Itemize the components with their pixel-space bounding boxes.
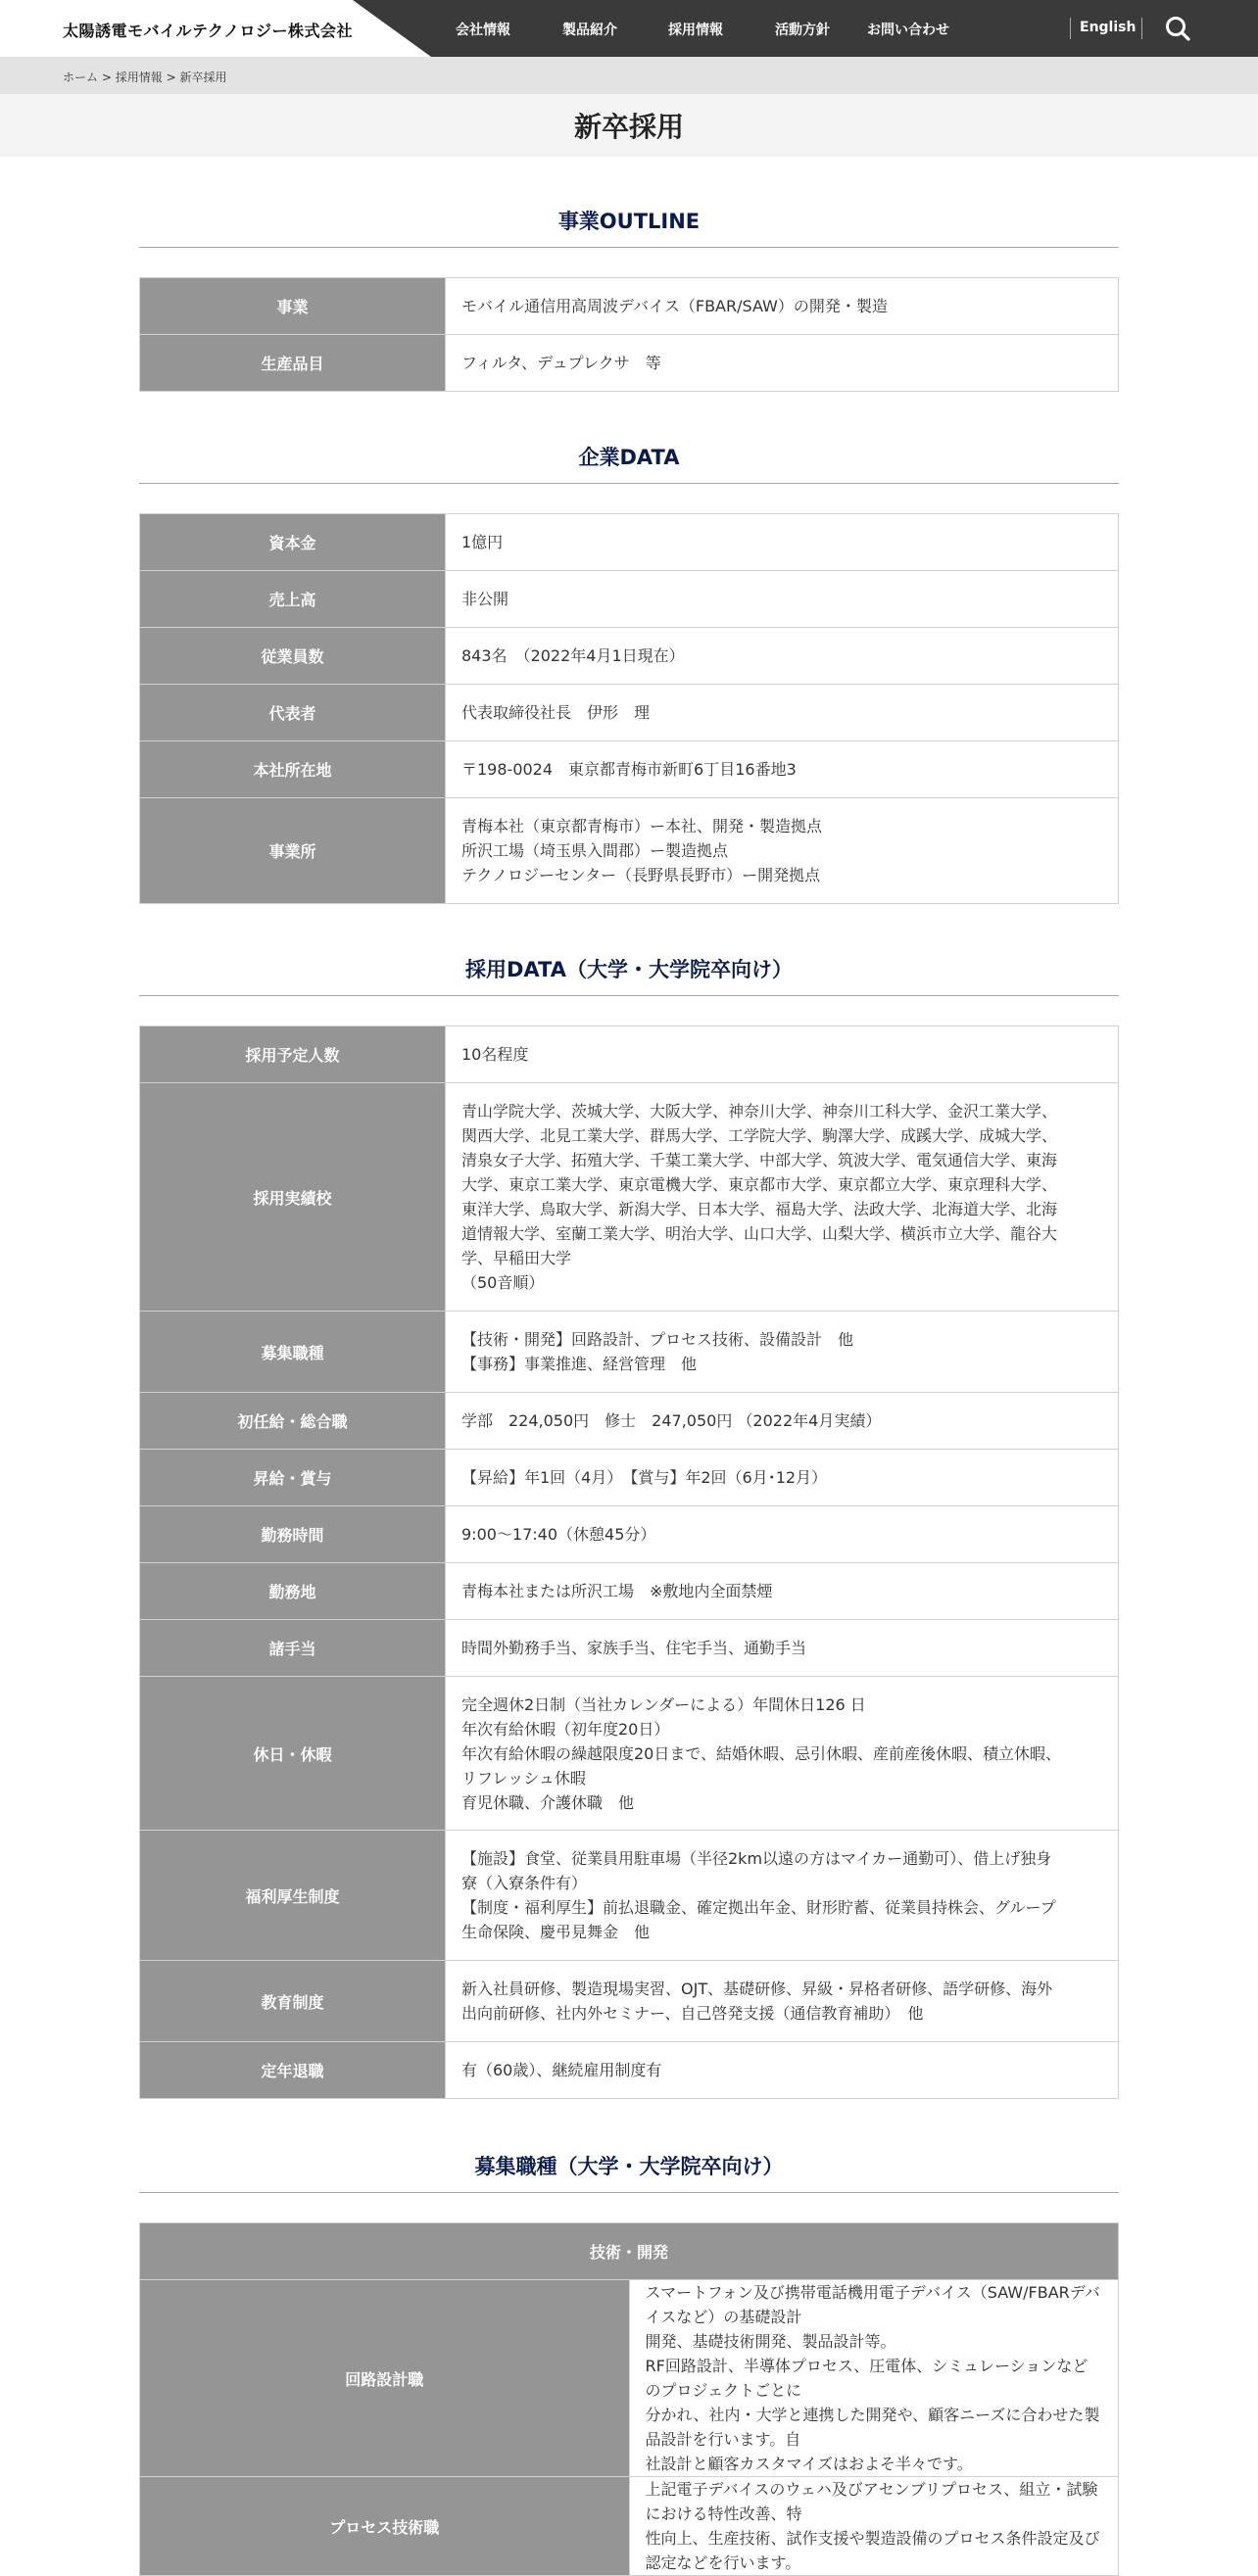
row-value	[446, 1677, 1119, 1831]
search-icon[interactable]	[1164, 15, 1191, 42]
row-label: プロセス技術職	[140, 2477, 630, 2576]
row-value	[446, 514, 1119, 571]
english-link[interactable]: English	[1080, 20, 1137, 35]
row-label: 事業所	[140, 798, 446, 904]
value-line: 青梅本社または所沢工場 ※敷地内全面禁煙	[461, 1582, 773, 1600]
nav-divider	[1070, 18, 1071, 39]
table-row	[140, 2477, 1119, 2576]
row-value	[446, 628, 1119, 685]
table-row	[140, 1961, 1119, 2042]
value-line: 年次有給休暇（初年度20日）	[461, 1719, 670, 1739]
value-line: 完全週休2日制（当社カレンダーによる）年間休日126 日	[461, 1694, 866, 1714]
table-row	[140, 571, 1119, 628]
value-line: リフレッシュ休暇	[461, 1768, 586, 1788]
row-label: 勤務地	[140, 1563, 446, 1620]
value-line: 年次有給休暇の繰越限度20日まで、結婚休暇、忌引休暇、産前産後休暇、積立休暇、	[461, 1743, 1062, 1763]
value-line: 青梅本社（東京都青梅市）ー本社、開発・製造拠点	[461, 817, 823, 835]
value-line: 非公開	[461, 590, 509, 608]
table-row	[140, 2042, 1119, 2099]
row-label: 本社所在地	[140, 741, 446, 798]
row-label: 初任給・総合職	[140, 1393, 446, 1450]
breadcrumb	[0, 57, 1258, 94]
section-divider	[139, 2192, 1119, 2193]
row-value	[629, 2280, 1119, 2477]
value-line: 上記電子デバイスのウェハ及びアセンブリプロセス、組立・試験における特性改善、特	[645, 2480, 1098, 2523]
table-row	[140, 2280, 1119, 2477]
value-line: 代表取締役社長 伊形 理	[461, 703, 651, 722]
value-line: テクノロジーセンター（長野県長野市）ー開発拠点	[461, 866, 821, 884]
table-row	[140, 1563, 1119, 1620]
value-line: （50音順）	[461, 1273, 545, 1292]
table-row	[140, 741, 1119, 798]
table-row	[140, 1450, 1119, 1506]
section-divider	[139, 995, 1119, 996]
value-line: 育児休職、介護休職 他	[461, 1792, 635, 1812]
value-line: 大学、東京工業大学、東京電機大学、東京都市大学、東京都立大学、東京理科大学、	[461, 1175, 1058, 1194]
row-label: 採用実績校	[140, 1083, 446, 1312]
row-label: 募集職種	[140, 1312, 446, 1393]
row-value	[446, 1450, 1119, 1506]
value-line: 性向上、生産技術、試作支援や製造設備のプロセス条件設定及び認定などを行います。	[645, 2529, 1100, 2572]
section-title-jobs: 募集職種（大学・大学院卒向け）	[474, 2155, 784, 2178]
table-row	[140, 278, 1119, 335]
table-row	[140, 628, 1119, 685]
breadcrumb-separator: >	[166, 71, 176, 84]
company-table	[139, 513, 1119, 904]
breadcrumb-current: 新卒採用	[179, 71, 227, 84]
nav-contact[interactable]: お問い合わせ	[867, 23, 949, 38]
value-line: 9:00～17:40（休憩45分）	[461, 1525, 656, 1544]
value-line: 【技術・開発】回路設計、プロセス技術、設備設計 他	[461, 1330, 854, 1349]
row-value	[446, 1506, 1119, 1563]
value-line: 出向前研修、社内外セミナー、自己啓発支援（通信教育補助） 他	[461, 2004, 924, 2023]
company-logo[interactable]: 太陽誘電モバイルテクノロジー株式会社	[63, 22, 354, 40]
value-line: 【施設】食堂、従業員用駐車場（半径2km以遠の方はマイカー通勤可）、借上げ独身	[461, 1849, 1052, 1868]
table-row	[140, 2223, 1119, 2280]
row-label: 資本金	[140, 514, 446, 571]
recruit-table	[139, 1026, 1119, 2099]
value-line: 青山学院大学、茨城大学、大阪大学、神奈川大学、神奈川工科大学、金沢工業大学、	[461, 1102, 1058, 1121]
value-line: 【事務】事業推進、経営管理 他	[461, 1355, 698, 1373]
value-line: 時間外勤務手当、家族手当、住宅手当、通勤手当	[461, 1639, 807, 1657]
breadcrumb-recruit[interactable]: 採用情報	[115, 71, 163, 84]
value-line: 【昇給】年1回（4月） 【賞与】年2回（6月･12月）	[461, 1468, 828, 1487]
nav-company-info[interactable]: 会社情報	[456, 23, 510, 38]
value-line: モバイル通信用高周波デバイス（FBAR/SAW）の開発・製造	[461, 297, 888, 315]
nav-recruit[interactable]: 採用情報	[668, 23, 723, 38]
row-value	[446, 1620, 1119, 1677]
row-value	[446, 571, 1119, 628]
value-line: 分かれ、社内・大学と連携した開発や、顧客ニーズに合わせた製品設計を行います。自	[645, 2406, 1100, 2449]
row-value	[446, 2042, 1119, 2099]
row-label: 勤務時間	[140, 1506, 446, 1563]
category-header: 技術・開発	[140, 2223, 1119, 2280]
row-value	[446, 1831, 1119, 1961]
breadcrumb-separator: >	[101, 71, 112, 84]
row-value	[446, 278, 1119, 335]
value-line: 開発、基礎技術開発、製品設計等。	[645, 2332, 896, 2351]
row-label: 事業	[140, 278, 446, 335]
row-value	[629, 2477, 1119, 2576]
row-label: 定年退職	[140, 2042, 446, 2099]
row-label: 生産品目	[140, 335, 446, 392]
row-value	[446, 1026, 1119, 1083]
value-line: 社設計と顧客カスタマイズはおよそ半々です。	[645, 2455, 973, 2473]
value-line: 1億円	[461, 533, 504, 551]
table-row	[140, 1026, 1119, 1083]
value-line: 新入社員研修、製造現場実習、OJT、基礎研修、昇級・昇格者研修、語学研修、海外	[461, 1980, 1053, 1998]
value-line: RF回路設計、半導体プロセス、圧電体、シミュレーションなどのプロジェクトごとに	[645, 2357, 1089, 2400]
table-row	[140, 514, 1119, 571]
value-line: フィルタ、デュプレクサ 等	[461, 354, 661, 372]
value-line: 関西大学、北見工業大学、群馬大学、工学院大学、駒澤大学、成蹊大学、成城大学、	[461, 1126, 1058, 1145]
row-label: 従業員数	[140, 628, 446, 685]
table-row	[140, 335, 1119, 392]
row-value	[446, 1563, 1119, 1620]
nav-products[interactable]: 製品紹介	[562, 23, 617, 38]
row-value	[446, 1393, 1119, 1450]
table-row	[140, 1831, 1119, 1961]
table-row	[140, 1506, 1119, 1563]
section-title-recruit: 採用DATA（大学・大学院卒向け）	[465, 958, 793, 981]
nav-divider	[1141, 18, 1142, 39]
row-label: 教育制度	[140, 1961, 446, 2042]
row-label: 代表者	[140, 685, 446, 741]
site-header	[0, 0, 1258, 57]
table-row	[140, 1393, 1119, 1450]
section-divider	[139, 247, 1119, 248]
row-value	[446, 335, 1119, 392]
page-title: 新卒採用	[573, 111, 684, 143]
table-row	[140, 1083, 1119, 1312]
row-label: 諸手当	[140, 1620, 446, 1677]
nav-policy[interactable]: 活動方針	[775, 23, 830, 38]
table-row	[140, 1677, 1119, 1831]
section-title-company: 企業DATA	[578, 446, 680, 469]
row-value	[446, 1083, 1119, 1312]
value-line: 10名程度	[461, 1045, 529, 1064]
value-line: 〒198-0024 東京都青梅市新町6丁目16番地3	[461, 760, 797, 779]
row-label: 休日・休暇	[140, 1677, 446, 1831]
value-line: 生命保険、慶弔見舞金 他	[461, 1923, 651, 1941]
breadcrumb-home[interactable]: ホーム	[63, 71, 99, 84]
row-label: 売上高	[140, 571, 446, 628]
table-row	[140, 798, 1119, 904]
row-label: 福利厚生制度	[140, 1831, 446, 1961]
value-line: 【制度・福利厚生】前払退職金、確定拠出年金、財形貯蓄、従業員持株会、グループ	[461, 1898, 1056, 1917]
table-row	[140, 1620, 1119, 1677]
table-row	[140, 1312, 1119, 1393]
value-line: スマートフォン及び携帯電話機用電子デバイス（SAW/FBARデバイスなど）の基礎設計	[645, 2283, 1100, 2326]
value-line: 道情報大学、室蘭工業大学、明治大学、山口大学、山梨大学、横浜市立大学、龍谷大	[461, 1224, 1058, 1243]
section-title-outline: 事業OUTLINE	[557, 210, 701, 233]
value-line: 843名 （2022年4月1日現在）	[461, 646, 685, 665]
value-line: 東洋大学、鳥取大学、新潟大学、日本大学、福島大学、法政大学、北海道大学、北海	[461, 1200, 1058, 1218]
row-value	[446, 685, 1119, 741]
jobs-table	[139, 2222, 1119, 2576]
value-line: 学部 224,050円 修士 247,050円 （2022年4月実績）	[461, 1411, 882, 1430]
value-line: 所沢工場（埼玉県入間郡）ー製造拠点	[461, 841, 729, 860]
row-value	[446, 1312, 1119, 1393]
value-line: 学、早稲田大学	[461, 1249, 572, 1267]
row-label: 昇給・賞与	[140, 1450, 446, 1506]
table-row	[140, 685, 1119, 741]
value-line: 有（60歳）、継続雇用制度有	[461, 2061, 662, 2079]
row-label: 採用予定人数	[140, 1026, 446, 1083]
section-divider	[139, 483, 1119, 484]
row-label: 回路設計職	[140, 2280, 630, 2477]
row-value	[446, 798, 1119, 904]
value-line: 清泉女子大学、拓殖大学、千葉工業大学、中部大学、筑波大学、電気通信大学、東海	[461, 1151, 1058, 1169]
row-value	[446, 1961, 1119, 2042]
breadcrumb-trail	[63, 69, 226, 85]
outline-table	[139, 277, 1119, 392]
row-value	[446, 741, 1119, 798]
value-line: 寮（入寮条件有）	[461, 1874, 588, 1892]
